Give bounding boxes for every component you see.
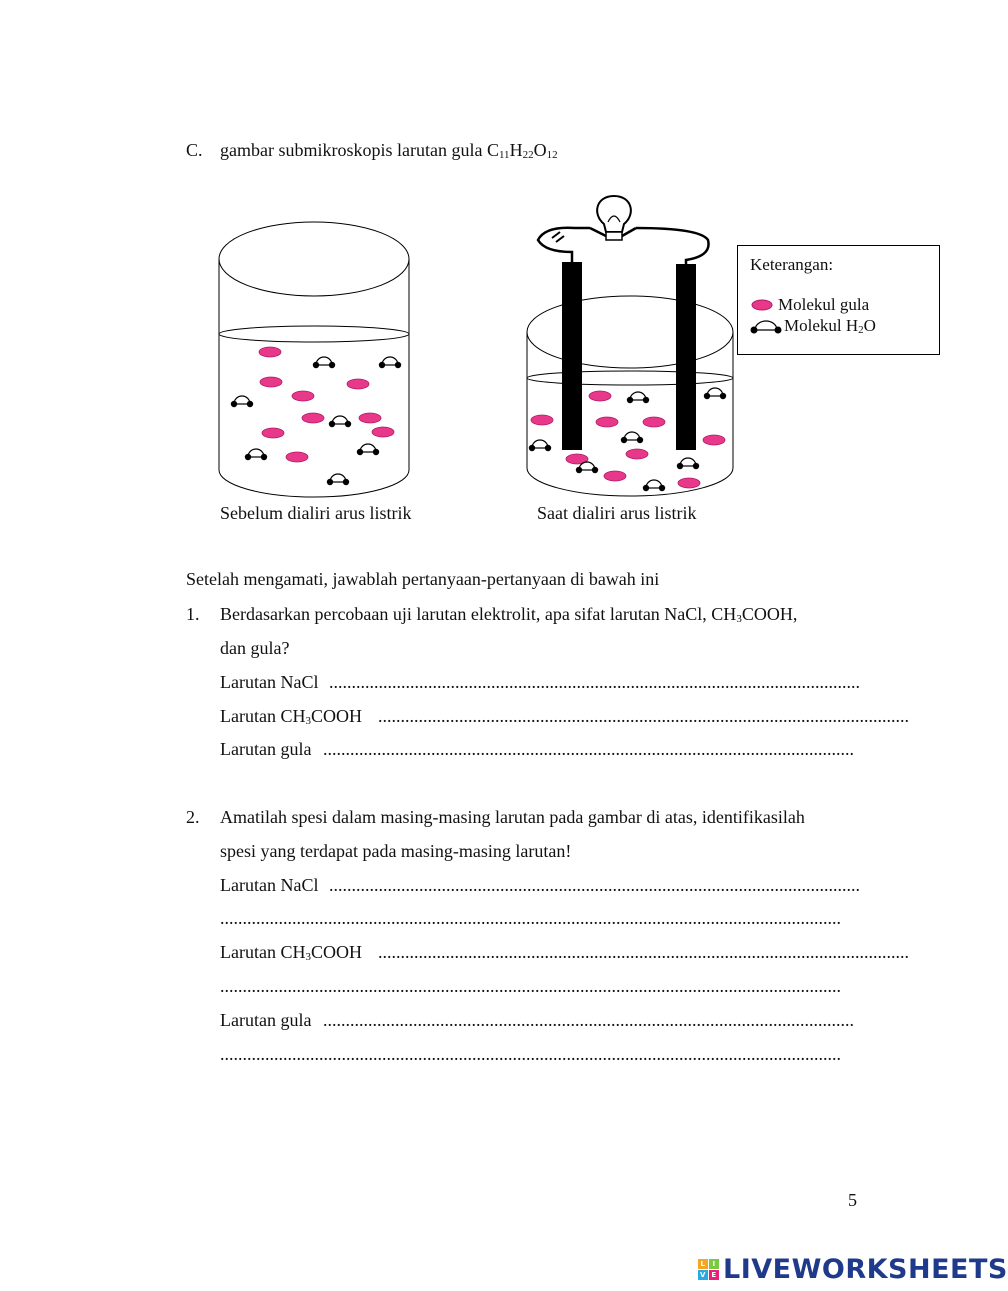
brand-text: LIVEWORKSHEETS [723, 1253, 1008, 1285]
molecules-before [231, 347, 401, 485]
sugar-molecule-icon [750, 298, 774, 312]
q1-gula-label: Larutan gula [220, 739, 312, 759]
q1-number: 1. [186, 604, 200, 624]
q2-ch3-sub: 3 [305, 951, 311, 963]
beaker-during [527, 196, 733, 496]
q1-text-part [220, 604, 797, 625]
legend-box [737, 245, 940, 355]
brand-logo-i: I [709, 1259, 719, 1269]
q1-ch3cooh-label [220, 706, 362, 727]
q1-text-sub: 3 [736, 613, 742, 625]
legend-water-sub: 2 [858, 324, 864, 336]
q2-text-line2: spesi yang terdapat pada masing-masing larutan! [220, 841, 572, 861]
q2-ch3cooh-answer-line[interactable]: ...................................................................................................................... [378, 942, 909, 962]
q1-ch3-a: Larutan CH [220, 706, 306, 726]
brand-logo-e: E [709, 1270, 719, 1280]
water-molecule-icon [748, 318, 784, 334]
q1-text-line1 [220, 604, 858, 625]
instructions: Setelah mengamati, jawablah pertanyaan-pertanyaan di bawah ini [186, 569, 660, 589]
q2-gula-answer-line-2[interactable]: .......................................................................................................................................... [220, 1044, 841, 1064]
title-sub-o: 12 [546, 149, 558, 161]
q2-text-line1: Amatilah spesi dalam masing-masing larutan pada gambar di atas, identifikasilah [220, 807, 805, 827]
brand-logo-l: L [698, 1259, 708, 1269]
caption-during: Saat dialiri arus listrik [537, 503, 697, 523]
q1-ch3-sub: 3 [305, 715, 311, 727]
beaker-before [219, 222, 409, 497]
q1-nacl-answer-line[interactable]: ...................................................................................................................... [329, 672, 860, 692]
q2-nacl-answer-line[interactable]: ...................................................................................................................... [329, 875, 860, 895]
legend-water-suffix: O [863, 316, 876, 335]
liveworksheets-logo [698, 1252, 1008, 1286]
q1-ch3-b: COOH [310, 706, 362, 726]
q2-ch3-b: COOH [310, 942, 362, 962]
title-h: H [509, 140, 523, 160]
title-prefix: gambar submikroskopis larutan gula C [220, 140, 499, 160]
brand-logo-v: V [698, 1270, 708, 1280]
q2-gula-label: Larutan gula [220, 1010, 312, 1030]
q2-ch3cooh-label [220, 942, 362, 963]
legend-water-prefix: Molekul H [784, 316, 859, 335]
q2-gula-answer-line[interactable]: ...................................................................................................................... [323, 1010, 854, 1030]
title-sub-h: 22 [522, 149, 534, 161]
q2-number: 2. [186, 807, 200, 827]
title-o: O [533, 140, 547, 160]
lightbulb-icon [590, 196, 636, 240]
q1-text-end: COOH, [741, 604, 798, 624]
electrode-left [562, 262, 582, 450]
q2-nacl-answer-line-2[interactable]: .......................................................................................................................................... [220, 908, 841, 928]
legend-title: Keterangan: [750, 255, 834, 274]
q2-ch3cooh-answer-line-2[interactable]: .......................................................................................................................................... [220, 976, 841, 996]
q2-nacl-label: Larutan NaCl [220, 875, 319, 895]
q1-text-line2: dan gula? [220, 638, 290, 658]
legend-sugar-label: Molekul gula [778, 295, 870, 314]
page-number: 5 [848, 1190, 857, 1210]
section-letter: C. [186, 140, 203, 160]
electrode-right [676, 264, 696, 450]
q1-ch3cooh-answer-line[interactable]: ...................................................................................................................... [378, 706, 909, 726]
title-sub-c: 11 [498, 149, 510, 161]
q2-ch3-a: Larutan CH [220, 942, 306, 962]
q1-gula-answer-line[interactable]: ...................................................................................................................... [323, 739, 854, 759]
q1-nacl-label: Larutan NaCl [220, 672, 319, 692]
q1-text-main: Berdasarkan percobaan uji larutan elektrolit, apa sifat larutan NaCl, CH [220, 604, 737, 624]
caption-before: Sebelum dialiri arus listrik [220, 503, 412, 523]
brand-logo-icon [698, 1259, 719, 1280]
legend-water-label [784, 316, 876, 336]
molecules-during [529, 388, 726, 491]
